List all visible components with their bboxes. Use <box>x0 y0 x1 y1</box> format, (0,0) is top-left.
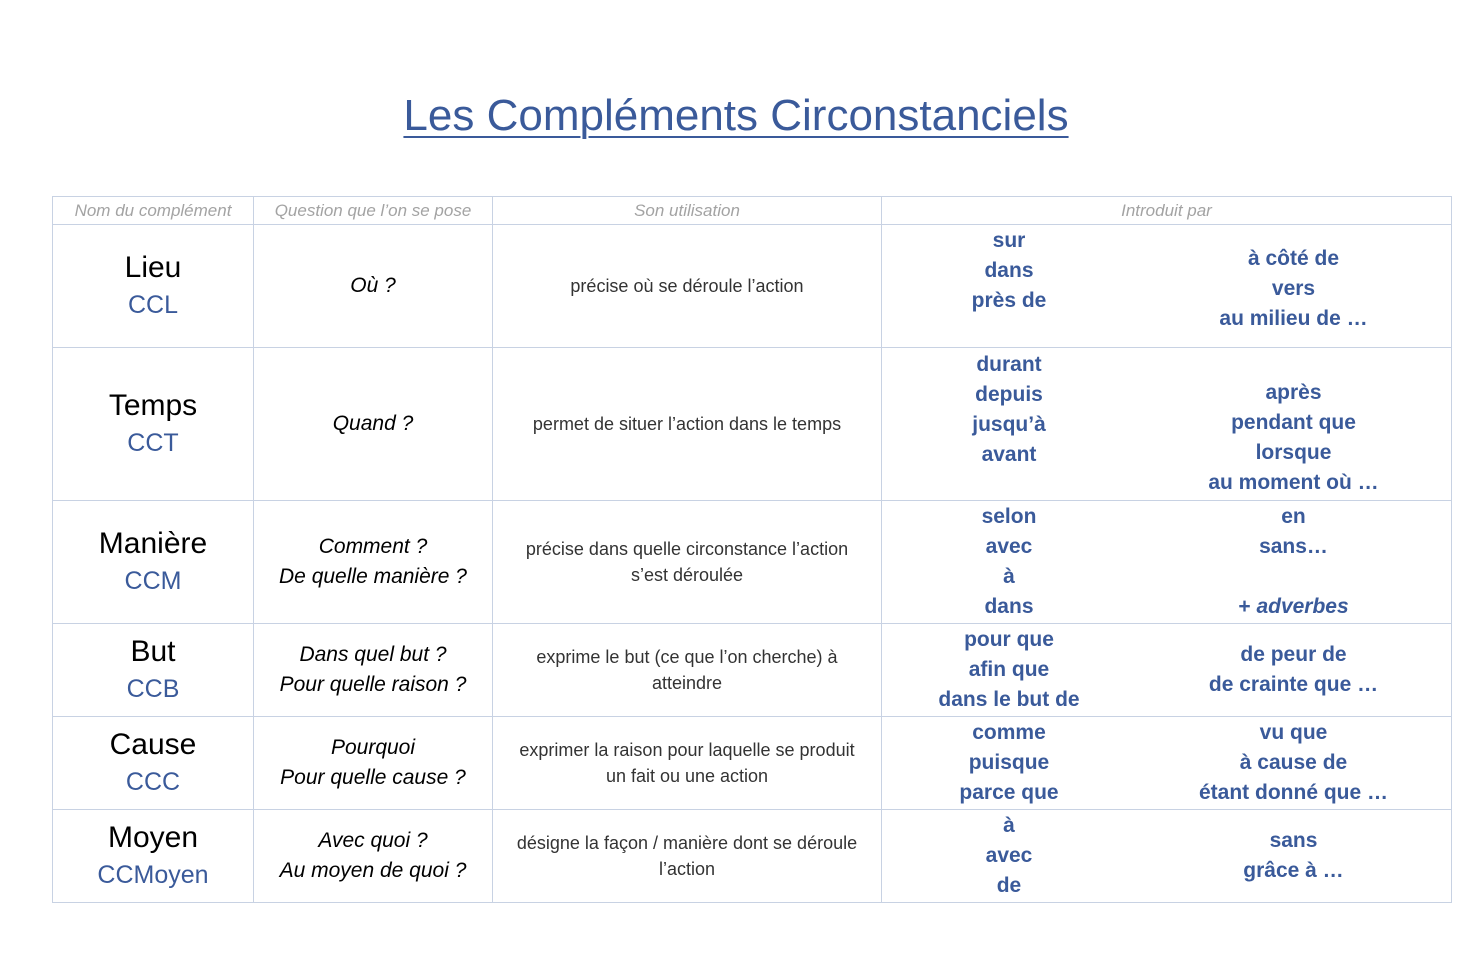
header-row <box>53 197 1452 225</box>
page-title <box>0 88 1472 144</box>
intro-right-list <box>1136 226 1451 346</box>
name-cell <box>53 501 254 624</box>
intro-right-list <box>1136 625 1451 715</box>
header-intro: Introduit par <box>882 197 1452 225</box>
usage-text: exprimer la raison pour laquelle se produit un fait ou une action <box>519 740 855 786</box>
intro-word: puisque <box>968 751 1050 774</box>
intro-word: dans <box>984 259 1034 282</box>
intro-left-list <box>882 625 1136 715</box>
intro-word: jusqu’à <box>972 413 1046 436</box>
complements-table <box>52 196 1452 903</box>
header-name: Nom du complément <box>53 197 254 225</box>
intro-word: depuis <box>975 383 1043 406</box>
usage-text: précise où se déroule l’action <box>570 276 804 296</box>
intro-right-list <box>1136 502 1451 622</box>
question-cell <box>254 810 493 903</box>
complement-name: Cause <box>109 728 197 761</box>
intro-word: selon <box>981 505 1037 528</box>
name-cell <box>53 624 254 717</box>
usage-cell <box>493 810 882 903</box>
intro-cell <box>882 717 1452 810</box>
intro-word: parce que <box>959 781 1059 804</box>
complement-abbr: CCL <box>127 291 178 319</box>
intro-word: étant donné que … <box>1199 781 1388 804</box>
intro-word: au moment où … <box>1208 471 1379 494</box>
intro-word: près de <box>971 289 1047 312</box>
intro-word: de peur de <box>1240 643 1347 666</box>
intro-left-list <box>882 350 1136 498</box>
usage-text: exprime le but (ce que l’on cherche) à atteindre <box>536 647 838 693</box>
intro-word: durant <box>976 353 1042 376</box>
intro-word: grâce à … <box>1243 859 1344 882</box>
header-question: Question que l’on se pose <box>254 197 493 225</box>
complement-name: But <box>130 635 176 668</box>
intro-word: à cause de <box>1239 751 1348 774</box>
intro-right-list <box>1136 718 1451 808</box>
complement-name: Lieu <box>124 251 182 284</box>
complement-abbr: CCMoyen <box>97 861 209 889</box>
table-row <box>53 624 1452 717</box>
intro-word: après <box>1265 381 1322 404</box>
question-line: Quand ? <box>332 412 414 435</box>
intro-word: comme <box>972 721 1046 744</box>
question-line: De quelle manière ? <box>279 565 467 588</box>
intro-word: de crainte que … <box>1208 673 1379 696</box>
intro-cell <box>882 624 1452 717</box>
question-line: Pour quelle cause ? <box>280 766 466 789</box>
intro-word: à côté de <box>1247 247 1340 270</box>
question-line: Pour quelle raison ? <box>279 673 467 696</box>
question-line: Dans quel but ? <box>299 643 447 666</box>
intro-word: pendant que <box>1231 411 1356 434</box>
complement-name: Manière <box>98 527 208 560</box>
intro-word-adverbs <box>1136 592 1451 622</box>
usage-cell <box>493 501 882 624</box>
intro-word: avec <box>985 844 1033 867</box>
intro-word: sans <box>1269 829 1318 852</box>
complement-abbr: CCC <box>125 768 181 796</box>
intro-word: avec <box>985 535 1033 558</box>
name-cell <box>53 348 254 501</box>
intro-cell <box>882 225 1452 348</box>
intro-word: afin que <box>968 658 1050 681</box>
intro-left-list <box>882 811 1136 901</box>
question-cell <box>254 348 493 501</box>
table-row <box>53 717 1452 810</box>
usage-cell <box>493 225 882 348</box>
intro-word: à <box>1003 565 1015 588</box>
usage-cell <box>493 624 882 717</box>
intro-word: dans le but de <box>938 688 1080 711</box>
intro-word: sur <box>992 229 1026 252</box>
header-usage: Son utilisation <box>493 197 882 225</box>
question-line: Au moyen de quoi ? <box>279 859 467 882</box>
question-cell <box>254 717 493 810</box>
question-line: Où ? <box>350 274 396 297</box>
question-cell <box>254 624 493 717</box>
table-row <box>53 810 1452 903</box>
intro-left-list <box>882 502 1136 622</box>
usage-cell <box>493 717 882 810</box>
intro-cell <box>882 810 1452 903</box>
question-line: Pourquoi <box>330 736 416 759</box>
intro-word: avant <box>981 443 1037 466</box>
intro-word: vu que <box>1259 721 1328 744</box>
name-cell <box>53 810 254 903</box>
intro-word-italic: adverbes <box>1256 595 1349 618</box>
intro-word: vers <box>1271 277 1316 300</box>
intro-word: en <box>1281 505 1306 528</box>
intro-word: au milieu de … <box>1219 307 1368 330</box>
name-cell <box>53 717 254 810</box>
usage-text: précise dans quelle circonstance l’action s’est déroulée <box>525 539 849 585</box>
complement-name: Moyen <box>107 821 199 854</box>
intro-cell <box>882 348 1452 501</box>
intro-word: de <box>996 874 1022 897</box>
intro-right-list <box>1136 811 1451 901</box>
complement-abbr: CCB <box>126 675 180 703</box>
name-cell <box>53 225 254 348</box>
table-row <box>53 225 1452 348</box>
usage-text: permet de situer l’action dans le temps <box>532 414 842 434</box>
complement-abbr: CCT <box>127 429 179 457</box>
question-line: Avec quoi ? <box>318 829 428 852</box>
intro-cell <box>882 501 1452 624</box>
page-title-text: Les Compléments Circonstanciels <box>403 91 1069 140</box>
intro-left-list <box>882 226 1136 346</box>
usage-cell <box>493 348 882 501</box>
usage-text: désigne la façon / manière dont se déroule l’action <box>516 833 858 879</box>
intro-word: pour que <box>964 628 1054 651</box>
table-row <box>53 501 1452 624</box>
intro-word: lorsque <box>1255 441 1332 464</box>
intro-word: + <box>1238 595 1257 618</box>
intro-word: dans <box>984 595 1034 618</box>
intro-left-list <box>882 718 1136 808</box>
intro-word: à <box>1003 814 1015 837</box>
question-cell <box>254 225 493 348</box>
table-row <box>53 348 1452 501</box>
question-cell <box>254 501 493 624</box>
complement-abbr: CCM <box>124 567 182 595</box>
complement-name: Temps <box>108 389 198 422</box>
intro-right-list <box>1136 350 1451 498</box>
intro-word: sans… <box>1259 535 1328 558</box>
question-line: Comment ? <box>318 535 428 558</box>
